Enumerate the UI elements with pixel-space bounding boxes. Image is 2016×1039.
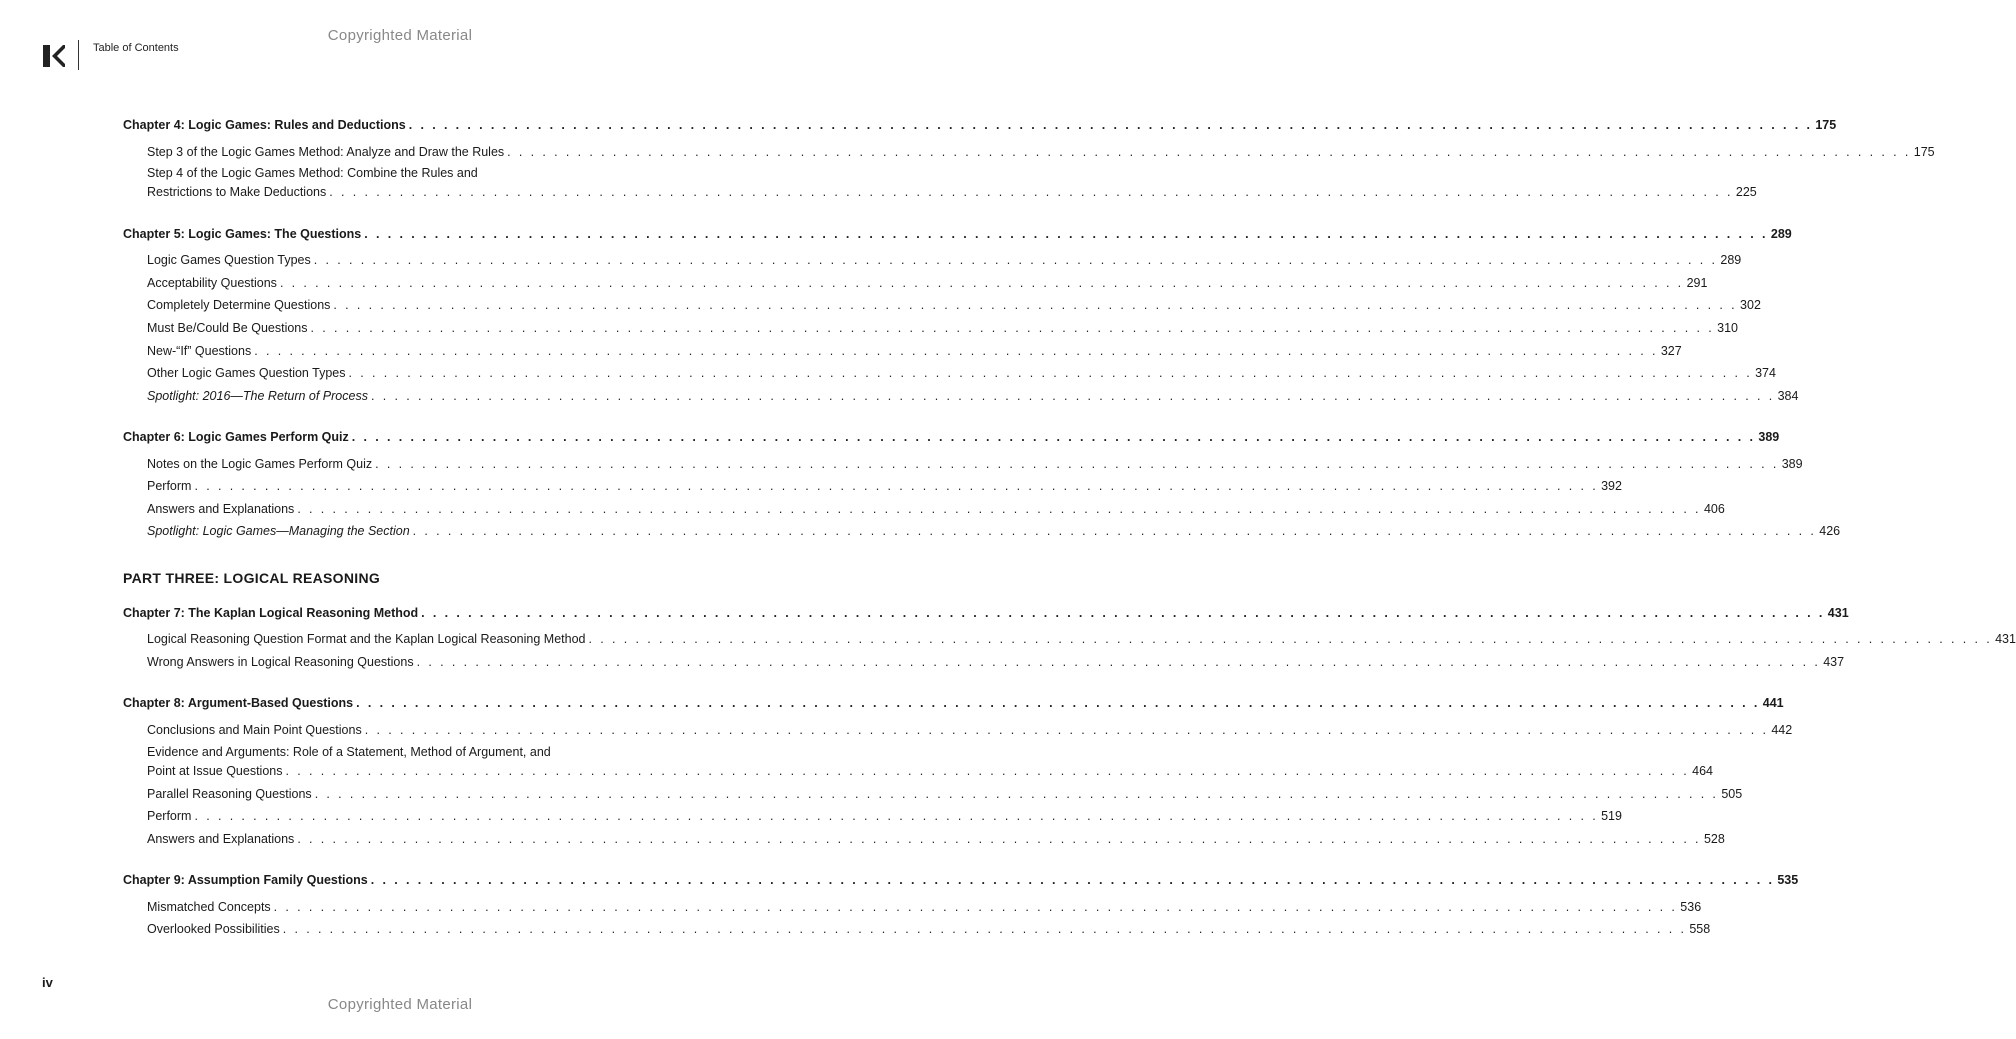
entry-page-number: 536 <box>1680 900 1702 914</box>
entry-page-number: 437 <box>1823 655 1845 669</box>
entry-page-number: 302 <box>1740 298 1761 312</box>
entry-title: Acceptability Questions <box>147 276 277 290</box>
entry-title: Chapter 7: The Kaplan Logical Reasoning Method <box>123 606 419 620</box>
entry-page-number: 389 <box>1781 457 1803 471</box>
entry-page-number: 175 <box>1913 145 1935 159</box>
entry-page-number: 519 <box>1601 809 1622 823</box>
dot-leader: . . . . . . . . . . . . . . . . . . . . . . . . . . . . . . . . . . . . . . . . . . . . . . . . . . . . . . . . . . . . . . . . . . . . . . . . . . . . . . . . . . . . . . . . . . . . . . . . . . . . . . . . . . . . . . . . . . . . . . . . <box>370 873 1775 887</box>
entry-title: Restrictions to Make Deductions <box>147 185 327 199</box>
entry-page-number: 505 <box>1721 787 1743 801</box>
dot-leader: . . . . . . . . . . . . . . . . . . . . . . . . . . . . . . . . . . . . . . . . . . . . . . . . . . . . . . . . . . . . . . . . . . . . . . . . . . . . . . . . . . . . . . . . . . . . . . . . . . . . . . . . . . . . . . . . . . . . . . . . <box>313 253 1718 267</box>
entry-page-number: 528 <box>1703 832 1725 846</box>
entry-page-number: 392 <box>1601 479 1622 493</box>
entry-title: Parallel Reasoning Questions <box>147 787 312 801</box>
entry-title: New-“If” Questions <box>147 344 252 358</box>
copyright-watermark-top: Copyrighted Material <box>327 27 473 44</box>
entry-page-number: 374 <box>1755 366 1776 380</box>
running-header: Table of Contents <box>93 42 179 54</box>
entry-title: Wrong Answers in Logical Reasoning Questions <box>147 655 414 669</box>
dot-leader: . . . . . . . . . . . . . . . . . . . . . . . . . . . . . . . . . . . . . . . . . . . . . . . . . . . . . . . . . . . . . . . . . . . . . . . . . . . . . . . . . . . . . . . . . . . . . . . . . . . . . . . . . . . . . . . . . . . . . . . . <box>507 145 1911 159</box>
dot-leader: . . . . . . . . . . . . . . . . . . . . . . . . . . . . . . . . . . . . . . . . . . . . . . . . . . . . . . . . . . . . . . . . . . . . . . . . . . . . . . . . . . . . . . . . . . . . . . . . . . . . . . . . . . . . . . . . . . . . . . . . <box>329 185 1733 199</box>
entry-title: Notes on the Logic Games Perform Quiz <box>147 457 373 471</box>
entry-title: Chapter 4: Logic Games: Rules and Deductions <box>123 118 406 132</box>
entry-page-number: 384 <box>1777 389 1799 403</box>
dot-leader: . . . . . . . . . . . . . . . . . . . . . . . . . . . . . . . . . . . . . . . . . . . . . . . . . . . . . . . . . . . . . . . . . . . . . . . . . . . . . . . . . . . . . . . . . . . . . . . . . . . . . . . . . . . . . . . . . . . . . . . . <box>416 655 1821 669</box>
dot-leader: . . . . . . . . . . . . . . . . . . . . . . . . . . . . . . . . . . . . . . . . . . . . . . . . . . . . . . . . . . . . . . . . . . . . . . . . . . . . . . . . . . . . . . . . . . . . . . . . . . . . . . . . . . . . . . . . . . . . . . . . <box>297 832 1701 846</box>
entry-title: Logical Reasoning Question Format and the Kaplan Logical Reasoning Method <box>147 632 586 646</box>
entry-title: Logic Games Question Types <box>147 253 311 267</box>
entry-title: Chapter 9: Assumption Family Questions <box>123 873 368 887</box>
dot-leader: . . . . . . . . . . . . . . . . . . . . . . . . . . . . . . . . . . . . . . . . . . . . . . . . . . . . . . . . . . . . . . . . . . . . . . . . . . . . . . . . . . . . . . . . . . . . . . . . . . . . . . . . . . . . . . . . . . . . . . . . <box>356 696 1760 710</box>
entry-page-number: 406 <box>1703 502 1725 516</box>
entry-page-number: 426 <box>1819 524 1841 538</box>
entry-title: Chapter 6: Logic Games Perform Quiz <box>123 430 349 444</box>
entry-title: Spotlight: 2016—The Return of Process <box>147 389 368 403</box>
dot-leader: . . . . . . . . . . . . . . . . . . . . . . . . . . . . . . . . . . . . . . . . . . . . . . . . . . . . . . . . . . . . . . . . . . . . . . . . . . . . . . . . . . . . . . . . . . . . . . . . . . . . . . . . . . . . . . . . . . . . . . . . <box>370 389 1775 403</box>
dot-leader: . . . . . . . . . . . . . . . . . . . . . . . . . . . . . . . . . . . . . . . . . . . . . . . . . . . . . . . . . . . . . . . . . . . . . . . . . . . . . . . . . . . . . . . . . . . . . . . . . . . . . . . . . . . . . . . . . . . . . . . . <box>333 298 1738 312</box>
entry-title: Other Logic Games Question Types <box>147 366 346 380</box>
dot-leader: . . . . . . . . . . . . . . . . . . . . . . . . . . . . . . . . . . . . . . . . . . . . . . . . . . . . . . . . . . . . . . . . . . . . . . . . . . . . . . . . . . . . . . . . . . . . . . . . . . . . . . . . . . . . . . . . . . . . . . . . <box>421 606 1825 620</box>
entry-title: Point at Issue Questions <box>147 764 283 778</box>
dot-leader: . . . . . . . . . . . . . . . . . . . . . . . . . . . . . . . . . . . . . . . . . . . . . . . . . . . . . . . . . . . . . . . . . . . . . . . . . . . . . . . . . . . . . . . . . . . . . . . . . . . . . . . . . . . . . . . . . . . . . . . . <box>194 809 1599 823</box>
entry-page-number: 291 <box>1686 276 1708 290</box>
entry-title: Spotlight: Logic Games—Managing the Section <box>147 524 410 538</box>
header-divider <box>78 40 79 70</box>
dot-leader: . . . . . . . . . . . . . . . . . . . . . . . . . . . . . . . . . . . . . . . . . . . . . . . . . . . . . . . . . . . . . . . . . . . . . . . . . . . . . . . . . . . . . . . . . . . . . . . . . . . . . . . . . . . . . . . . . . . . . . . . <box>254 344 1658 358</box>
dot-leader: . . . . . . . . . . . . . . . . . . . . . . . . . . . . . . . . . . . . . . . . . . . . . . . . . . . . . . . . . . . . . . . . . . . . . . . . . . . . . . . . . . . . . . . . . . . . . . . . . . . . . . . . . . . . . . . . . . . . . . . . <box>310 321 1715 335</box>
dot-leader: . . . . . . . . . . . . . . . . . . . . . . . . . . . . . . . . . . . . . . . . . . . . . . . . . . . . . . . . . . . . . . . . . . . . . . . . . . . . . . . . . . . . . . . . . . . . . . . . . . . . . . . . . . . . . . . . . . . . . . . . <box>285 764 1690 778</box>
entry-page-number: 431 <box>1995 632 2016 646</box>
entry-page-number: 535 <box>1777 873 1799 887</box>
dot-leader: . . . . . . . . . . . . . . . . . . . . . . . . . . . . . . . . . . . . . . . . . . . . . . . . . . . . . . . . . . . . . . . . . . . . . . . . . . . . . . . . . . . . . . . . . . . . . . . . . . . . . . . . . . . . . . . . . . . . . . . . <box>273 900 1678 914</box>
dot-leader: . . . . . . . . . . . . . . . . . . . . . . . . . . . . . . . . . . . . . . . . . . . . . . . . . . . . . . . . . . . . . . . . . . . . . . . . . . . . . . . . . . . . . . . . . . . . . . . . . . . . . . . . . . . . . . . . . . . . . . . . <box>314 787 1719 801</box>
entry-title: Perform <box>147 479 192 493</box>
entry-title: Conclusions and Main Point Questions <box>147 723 362 737</box>
entry-title: Perform <box>147 809 192 823</box>
entry-page-number: 389 <box>1758 430 1780 444</box>
dot-leader: . . . . . . . . . . . . . . . . . . . . . . . . . . . . . . . . . . . . . . . . . . . . . . . . . . . . . . . . . . . . . . . . . . . . . . . . . . . . . . . . . . . . . . . . . . . . . . . . . . . . . . . . . . . . . . . . . . . . . . . . <box>588 632 1993 646</box>
entry-title: Must Be/Could Be Questions <box>147 321 308 335</box>
dot-leader: . . . . . . . . . . . . . . . . . . . . . . . . . . . . . . . . . . . . . . . . . . . . . . . . . . . . . . . . . . . . . . . . . . . . . . . . . . . . . . . . . . . . . . . . . . . . . . . . . . . . . . . . . . . . . . . . . . . . . . . . <box>412 524 1817 538</box>
entry-page-number: 441 <box>1762 696 1784 710</box>
dot-leader: . . . . . . . . . . . . . . . . . . . . . . . . . . . . . . . . . . . . . . . . . . . . . . . . . . . . . . . . . . . . . . . . . . . . . . . . . . . . . . . . . . . . . . . . . . . . . . . . . . . . . . . . . . . . . . . . . . . . . . . . <box>364 227 1768 241</box>
entry-title: Overlooked Possibilities <box>147 922 280 936</box>
entry-title: Chapter 5: Logic Games: The Questions <box>123 227 362 241</box>
copyright-watermark-bottom: Copyrighted Material <box>327 996 473 1013</box>
entry-title: Answers and Explanations <box>147 502 295 516</box>
entry-title: Answers and Explanations <box>147 832 295 846</box>
dot-leader: . . . . . . . . . . . . . . . . . . . . . . . . . . . . . . . . . . . . . . . . . . . . . . . . . . . . . . . . . . . . . . . . . . . . . . . . . . . . . . . . . . . . . . . . . . . . . . . . . . . . . . . . . . . . . . . . . . . . . . . . <box>297 502 1701 516</box>
entry-page-number: 558 <box>1689 922 1711 936</box>
entry-title: Completely Determine Questions <box>147 298 331 312</box>
entry-title-line1: Evidence and Arguments: Role of a Statement, Method of Argument, and <box>147 745 551 759</box>
dot-leader: . . . . . . . . . . . . . . . . . . . . . . . . . . . . . . . . . . . . . . . . . . . . . . . . . . . . . . . . . . . . . . . . . . . . . . . . . . . . . . . . . . . . . . . . . . . . . . . . . . . . . . . . . . . . . . . . . . . . . . . . <box>282 922 1687 936</box>
dot-leader: . . . . . . . . . . . . . . . . . . . . . . . . . . . . . . . . . . . . . . . . . . . . . . . . . . . . . . . . . . . . . . . . . . . . . . . . . . . . . . . . . . . . . . . . . . . . . . . . . . . . . . . . . . . . . . . . . . . . . . . . <box>348 366 1753 380</box>
entry-page-number: 442 <box>1771 723 1793 737</box>
dot-leader: . . . . . . . . . . . . . . . . . . . . . . . . . . . . . . . . . . . . . . . . . . . . . . . . . . . . . . . . . . . . . . . . . . . . . . . . . . . . . . . . . . . . . . . . . . . . . . . . . . . . . . . . . . . . . . . . . . . . . . . . <box>364 723 1769 737</box>
dot-leader: . . . . . . . . . . . . . . . . . . . . . . . . . . . . . . . . . . . . . . . . . . . . . . . . . . . . . . . . . . . . . . . . . . . . . . . . . . . . . . . . . . . . . . . . . . . . . . . . . . . . . . . . . . . . . . . . . . . . . . . . <box>194 479 1599 493</box>
dot-leader: . . . . . . . . . . . . . . . . . . . . . . . . . . . . . . . . . . . . . . . . . . . . . . . . . . . . . . . . . . . . . . . . . . . . . . . . . . . . . . . . . . . . . . . . . . . . . . . . . . . . . . . . . . . . . . . . . . . . . . . . <box>408 118 1813 132</box>
entry-page-number: 289 <box>1720 253 1742 267</box>
dot-leader: . . . . . . . . . . . . . . . . . . . . . . . . . . . . . . . . . . . . . . . . . . . . . . . . . . . . . . . . . . . . . . . . . . . . . . . . . . . . . . . . . . . . . . . . . . . . . . . . . . . . . . . . . . . . . . . . . . . . . . . . <box>351 430 1756 444</box>
dot-leader: . . . . . . . . . . . . . . . . . . . . . . . . . . . . . . . . . . . . . . . . . . . . . . . . . . . . . . . . . . . . . . . . . . . . . . . . . . . . . . . . . . . . . . . . . . . . . . . . . . . . . . . . . . . . . . . . . . . . . . . . <box>375 457 1779 471</box>
entry-page-number: 464 <box>1692 764 1713 778</box>
entry-title: Mismatched Concepts <box>147 900 271 914</box>
page-number: iv <box>42 975 53 990</box>
kaplan-logo-icon <box>43 45 65 67</box>
entry-page-number: 289 <box>1770 227 1792 241</box>
entry-page-number: 431 <box>1827 606 1849 620</box>
part-heading: PART THREE: LOGICAL REASONING <box>123 570 381 586</box>
entry-title: Step 3 of the Logic Games Method: Analyze and Draw the Rules <box>147 145 505 159</box>
entry-page-number: 225 <box>1735 185 1757 199</box>
dot-leader: . . . . . . . . . . . . . . . . . . . . . . . . . . . . . . . . . . . . . . . . . . . . . . . . . . . . . . . . . . . . . . . . . . . . . . . . . . . . . . . . . . . . . . . . . . . . . . . . . . . . . . . . . . . . . . . . . . . . . . . . <box>279 276 1684 290</box>
entry-page-number: 175 <box>1815 118 1837 132</box>
entry-title: Chapter 8: Argument-Based Questions <box>123 696 354 710</box>
entry-page-number: 310 <box>1717 321 1738 335</box>
entry-page-number: 327 <box>1660 344 1682 358</box>
entry-title-line1: Step 4 of the Logic Games Method: Combine the Rules and <box>147 166 478 180</box>
